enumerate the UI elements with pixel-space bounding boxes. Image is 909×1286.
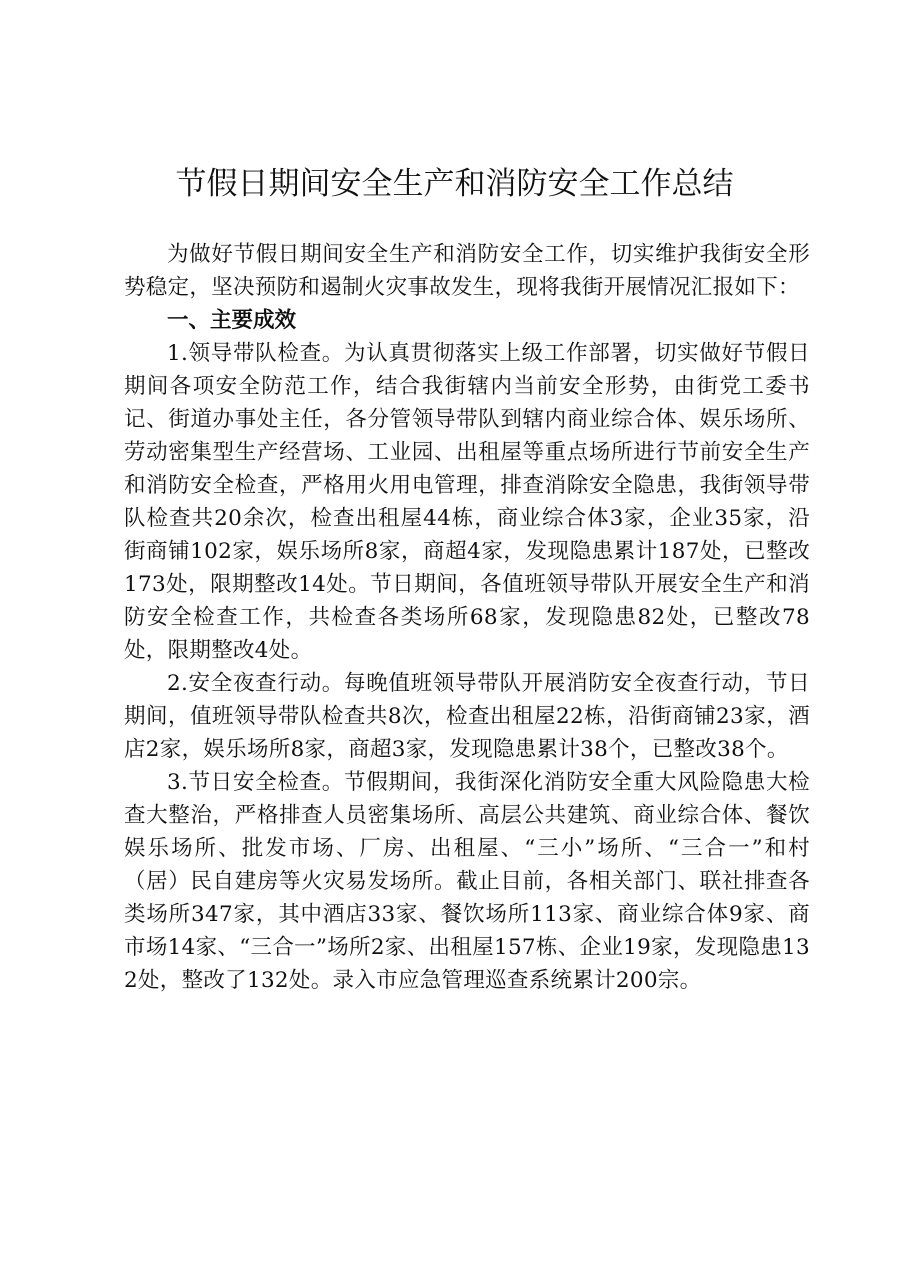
document-title: 节假日期间安全生产和消防安全工作总结 <box>175 166 734 202</box>
section-heading: 一、主要成效 <box>167 308 297 333</box>
item-1-paragraph: 1.领导带队检查。为认真贯彻落实上级工作部署，切实做好节假日期间各项安全防范工作，结合我街辖内当前安全形势，由街党工委书记、街道办事处主任，各分管领导带队到辖内商业综合体、娱乐场所、劳动密集型生产经营场、工业园、出租屋等重点场所进行节前安全生产和消防安全检查，严格用火用电管理，排查消除安全隐患，我街领导带队检查共20余次，检查出租屋44栋，商业综合体3家，企业35家，沿街商铺102家，娱乐场所8家，商超4家，发现隐患累计187处，已整改173处，限期整改14处。节日期间，各值班领导带队开展安全生产和消防安全检查工作，共检查各类场所68家，发现隐患82处，已整改78处，限期整改4处。 <box>124 341 810 663</box>
item-3-paragraph: 3.节日安全检查。节假期间，我街深化消防安全重大风险隐患大检查大整治，严格排查人员密集场所、高层公共建筑、商业综合体、餐饮娱乐场所、批发市场、厂房、出租屋、“三小”场所、“三合一”和村（居）民自建房等火灾易发场所。截止目前，各相关部门、联社排查各类场所347家，其中酒店33家、餐饮场所113家、商业综合体9家、商市场14家、“三合一”场所2家、出租屋157栋、企业19家，发现隐患132处，整改了132处。录入市应急管理巡查系统累计200宗。 <box>124 770 810 993</box>
item-2-paragraph: 2.安全夜查行动。每晚值班领导带队开展消防安全夜查行动，节日期间，值班领导带队检查共8次，检查出租屋22栋，沿街商铺23家，酒店2家，娱乐场所8家，商超3家，发现隐患累计38个，已整改38个。 <box>124 671 810 762</box>
document-body <box>124 238 810 997</box>
intro-paragraph: 为做好节假日期间安全生产和消防安全工作，切实维护我街安全形势稳定，坚决预防和遏制火灾事故发生，现将我街开展情况汇报如下： <box>124 242 810 300</box>
